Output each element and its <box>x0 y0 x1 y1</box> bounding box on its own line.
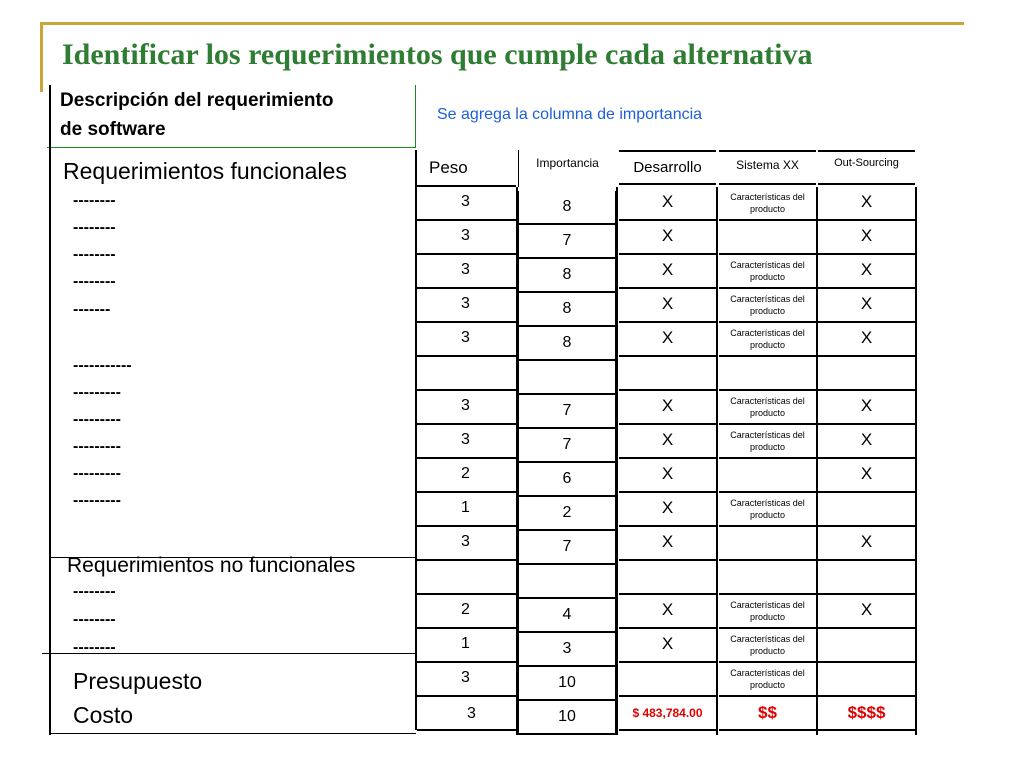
sistema-cell: Características del producto <box>719 493 816 527</box>
importancia-cell: 7 <box>518 429 616 463</box>
desarrollo-cell: X <box>619 425 716 459</box>
peso-cell <box>417 357 516 391</box>
importancia-cell: 4 <box>518 599 616 633</box>
peso-cell: 3 <box>417 391 516 425</box>
outsourcing-cell: X <box>818 425 915 459</box>
importancia-cell: 8 <box>518 259 616 293</box>
top-frame-line <box>40 22 964 25</box>
header-sistema: Sistema XX <box>719 150 816 185</box>
importancia-cell <box>518 565 616 599</box>
outsourcing-cell <box>818 629 915 663</box>
requirement-placeholder: --------- <box>73 384 121 401</box>
column-divider <box>915 187 917 735</box>
importancia-cell: 10 <box>518 667 616 701</box>
section-budget: Presupuesto <box>73 668 203 694</box>
header-outsourcing: Out-Sourcing <box>818 150 915 185</box>
column-divider <box>816 187 818 735</box>
header-desarrollo: Desarrollo <box>619 150 716 185</box>
importancia-cell: 3 <box>518 633 616 667</box>
section-nonfunctional: Requerimientos no funcionales <box>67 554 356 577</box>
left-frame-line <box>40 22 43 92</box>
desarrollo-cell: X <box>619 221 716 255</box>
sistema-cell <box>719 221 816 255</box>
outsourcing-cell: X <box>818 289 915 323</box>
requirement-placeholder: --------- <box>73 438 121 455</box>
sistema-cell <box>719 357 816 391</box>
requirement-placeholder: -------- <box>73 583 116 600</box>
importancia-cell: 8 <box>518 191 616 225</box>
importancia-cell <box>518 361 616 395</box>
desarrollo-cell: X <box>619 255 716 289</box>
outsourcing-cell: X <box>818 527 915 561</box>
peso-cell: 3 <box>417 255 516 289</box>
sistema-cell: Características del producto <box>719 289 816 323</box>
outsourcing-cell: X <box>818 323 915 357</box>
desarrollo-cell <box>619 357 716 391</box>
desarrollo-cell: X <box>619 391 716 425</box>
sistema-cell: Características del producto <box>719 255 816 289</box>
sistema-cell <box>719 561 816 595</box>
outsourcing-cell <box>818 561 915 595</box>
sistema-cell: Características del producto <box>719 323 816 357</box>
importancia-cell: 8 <box>518 293 616 327</box>
peso-cell: 2 <box>417 595 516 629</box>
desarrollo-cell: X <box>619 629 716 663</box>
desarrollo-cell: X <box>619 187 716 221</box>
requirement-placeholder: -------- <box>73 246 116 263</box>
outsourcing-cell: X <box>818 391 915 425</box>
peso-cell: 3 <box>417 663 516 697</box>
desarrollo-cell: X <box>619 289 716 323</box>
desarrollo-cell: X <box>619 527 716 561</box>
outsourcing-cell <box>818 493 915 527</box>
sistema-cell: Características del producto <box>719 425 816 459</box>
sistema-cell <box>719 459 816 493</box>
requirement-placeholder: ----------- <box>73 357 132 374</box>
peso-cell: 2 <box>417 459 516 493</box>
sistema-cell: Características del producto <box>719 187 816 221</box>
peso-cell: 3 <box>417 323 516 357</box>
importancia-cell: 7 <box>518 531 616 565</box>
outsourcing-cell: X <box>818 459 915 493</box>
requirement-placeholder: --------- <box>73 492 121 509</box>
requirement-placeholder: -------- <box>73 273 116 290</box>
peso-cell: 3 <box>417 221 516 255</box>
desarrollo-cell: X <box>619 493 716 527</box>
peso-cell: 1 <box>417 493 516 527</box>
requirement-placeholder: -------- <box>73 192 116 209</box>
desarrollo-cell: $ 483,784.00 <box>619 697 716 731</box>
importancia-cell: 7 <box>518 395 616 429</box>
sistema-cell: Características del producto <box>719 629 816 663</box>
importancia-cell: 2 <box>518 497 616 531</box>
importancia-cell: 10 <box>518 701 616 735</box>
outsourcing-cell <box>818 357 915 391</box>
peso-cell: 1 <box>417 629 516 663</box>
requirement-placeholder: ------- <box>73 301 111 318</box>
importance-note: Se agrega la columna de importancia <box>437 106 703 123</box>
page-title: Identificar los requerimientos que cumple cada alternativa <box>62 38 813 71</box>
peso-cell: 3 <box>417 527 516 561</box>
column-divider <box>516 187 518 735</box>
outsourcing-cell: $$$$ <box>818 697 915 731</box>
sistema-cell: Características del producto <box>719 595 816 629</box>
desarrollo-cell <box>619 561 716 595</box>
peso-cell: 3 <box>417 697 516 731</box>
desarrollo-cell: X <box>619 595 716 629</box>
section-functional: Requerimientos funcionales <box>63 158 347 184</box>
section-cost: Costo <box>73 702 134 728</box>
sistema-cell: Características del producto <box>719 391 816 425</box>
outsourcing-cell: X <box>818 187 915 221</box>
description-line-2: de software <box>60 119 166 140</box>
peso-cell: 3 <box>417 425 516 459</box>
header-importancia: Importancia <box>518 150 616 187</box>
bottom-line <box>50 733 416 734</box>
desarrollo-cell: X <box>619 323 716 357</box>
requirement-placeholder: -------- <box>73 611 116 628</box>
requirement-placeholder: --------- <box>73 411 121 428</box>
description-line-1: Descripción del requerimiento <box>60 90 334 111</box>
desarrollo-cell <box>619 663 716 697</box>
outsourcing-cell <box>818 663 915 697</box>
peso-cell: 3 <box>417 289 516 323</box>
peso-cell: 3 <box>417 187 516 221</box>
sistema-cell <box>719 527 816 561</box>
sistema-cell: Características del producto <box>719 663 816 697</box>
description-header <box>60 86 400 144</box>
requirement-placeholder: --------- <box>73 465 121 482</box>
column-divider <box>616 187 618 735</box>
header-peso: Peso <box>417 150 516 187</box>
outsourcing-cell: X <box>818 595 915 629</box>
requirement-placeholder: -------- <box>73 639 116 656</box>
peso-cell <box>417 561 516 595</box>
sistema-cell: $$ <box>719 697 816 731</box>
outsourcing-cell: X <box>818 255 915 289</box>
importancia-cell: 8 <box>518 327 616 361</box>
desarrollo-cell: X <box>619 459 716 493</box>
importancia-cell: 6 <box>518 463 616 497</box>
importancia-cell: 7 <box>518 225 616 259</box>
column-divider <box>716 187 718 735</box>
requirement-placeholder: -------- <box>73 219 116 236</box>
outsourcing-cell: X <box>818 221 915 255</box>
left-vertical-line <box>49 85 51 735</box>
